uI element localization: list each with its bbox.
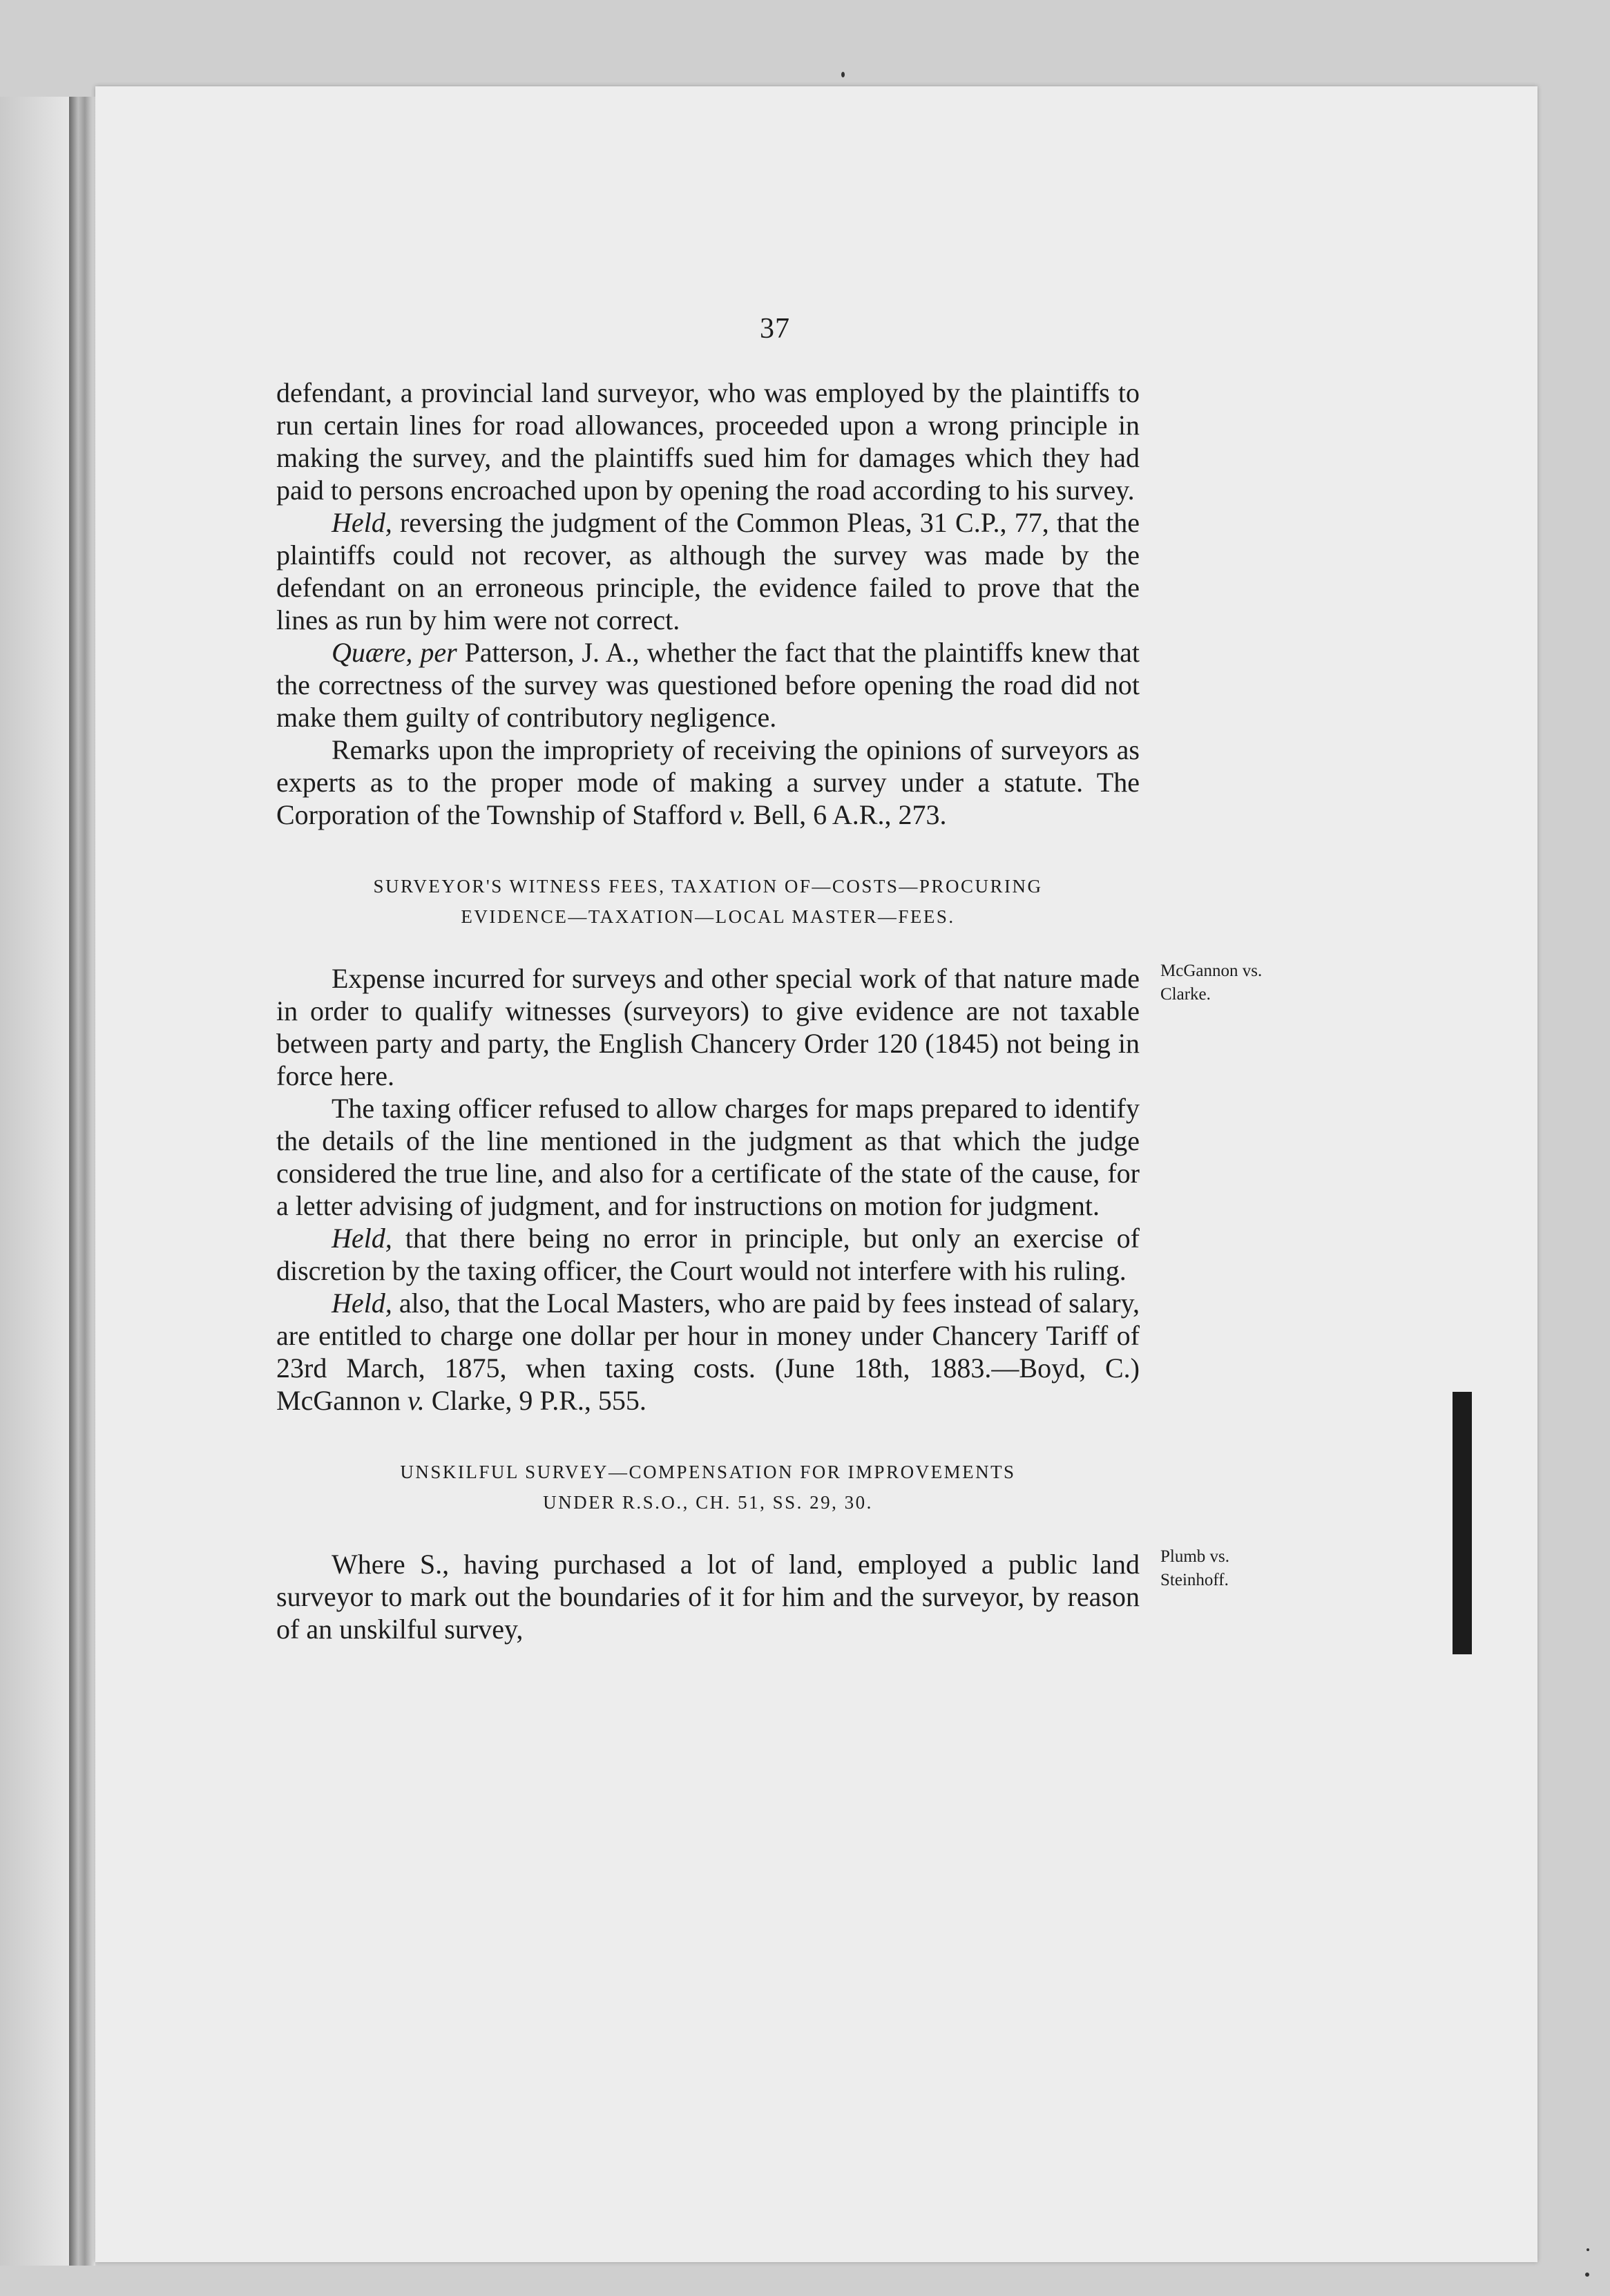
section-heading-line: SURVEYOR'S WITNESS FEES, TAXATION OF—COSTS—PROCURING	[373, 876, 1043, 897]
section-spacer	[276, 932, 1140, 962]
italic-lead: Quære, per	[332, 637, 457, 668]
facing-page-edge	[0, 97, 69, 2266]
section-spacer	[276, 1518, 1140, 1548]
body-paragraph	[276, 376, 1140, 506]
body-paragraph	[276, 506, 1140, 636]
paragraph-text-after: Bell, 6 A.R., 273.	[746, 799, 947, 830]
section-heading-line: EVIDENCE—TAXATION—LOCAL MASTER—FEES.	[461, 906, 955, 927]
scan-speck	[841, 72, 845, 77]
paragraph-text: also, that the Local Masters, who are paid by fees instead of salary, are entitled to charge one dollar per hour in money under Chancery Tariff of 23rd March, 1875, when taxing costs. (June 18th, 1883.—Boyd, C.) McGannon	[276, 1288, 1140, 1416]
paragraph-text: defendant, a provincial land surveyor, who was employed by the plaintiffs to run certain lines for road allowances, proceeded upon a wrong principle in making the survey, and the plaintiffs sued him for damages which they had paid to persons encroached upon by opening the road according to his survey.	[276, 377, 1140, 506]
scan-speck	[1587, 2248, 1589, 2251]
italic-lead: Held,	[332, 507, 392, 538]
page-number: 37	[760, 313, 790, 345]
marginal-note-line: McGannon vs.	[1160, 962, 1263, 980]
paragraph-text: reversing the judgment of the Common Pleas, 31 C.P., 77, that the plaintiffs could not recover, as although the survey was made by the defendant on an erroneous principle, the evidence failed to prove that the lines as run by him were not correct.	[276, 507, 1140, 635]
body-paragraph	[276, 636, 1140, 734]
marginal-case-note	[1160, 1545, 1278, 1592]
body-paragraph	[276, 962, 1140, 1092]
page-body	[276, 376, 1140, 1645]
book-gutter	[69, 97, 95, 2266]
section-heading-line: UNDER R.S.O., CH. 51, SS. 29, 30.	[543, 1492, 873, 1513]
page-edge-shadow	[1453, 1392, 1472, 1654]
italic-lead: Held,	[332, 1288, 392, 1319]
paragraph-text: The taxing officer refused to allow charges for maps prepared to identify the details of the line mentioned in the judgment as that which the judge considered the true line, and also for a certificate of the state of the cause, for a letter advising of judgment, and for instructions on motion for judgment.	[276, 1093, 1140, 1221]
scan-speck	[1585, 2273, 1589, 2277]
italic-lead: Held,	[332, 1223, 392, 1254]
paragraph-text: Remarks upon the impropriety of receiving the opinions of surveyors as experts as to the proper mode of making a survey under a statute. The Corporation of the Township of Stafford	[276, 734, 1140, 830]
body-paragraph	[276, 734, 1140, 831]
section-spacer	[276, 831, 1140, 871]
marginal-note-line: Plumb vs.	[1160, 1547, 1230, 1566]
italic-versus: v.	[407, 1385, 425, 1416]
paragraph-text: Where S., having purchased a lot of land, employed a public land surveyor to mark out the boundaries of it for him and the surveyor, by reason of an unskilful survey,	[276, 1549, 1140, 1645]
body-paragraph	[276, 1092, 1140, 1222]
marginal-note-line: Steinhoff.	[1160, 1571, 1229, 1589]
paragraph-text: Expense incurred for surveys and other special work of that nature made in order to qualify witnesses (surveyors) to give evidence are not taxable between party and party, the English Chancery Order 120 (1845) not being in force here.	[276, 963, 1140, 1091]
section-spacer	[276, 1417, 1140, 1457]
body-paragraph	[276, 1287, 1140, 1417]
marginal-case-note	[1160, 959, 1278, 1006]
body-paragraph	[276, 1222, 1140, 1287]
body-paragraph	[276, 1548, 1140, 1645]
marginal-note-line: Clarke.	[1160, 985, 1211, 1004]
italic-versus: v.	[729, 799, 747, 830]
paragraph-text: that there being no error in principle, but only an exercise of discretion by the taxing officer, the Court would not interfere with his ruling.	[276, 1223, 1140, 1286]
paragraph-text-after: Clarke, 9 P.R., 555.	[424, 1385, 646, 1416]
section-heading-line: UNSKILFUL SURVEY—COMPENSATION FOR IMPROVEMENTS	[400, 1462, 1016, 1482]
paragraph-text: Patterson, J. A., whether the fact that the plaintiffs knew that the correctness of the survey was questioned before opening the road did not make them guilty of contributory negligence.	[276, 637, 1140, 733]
